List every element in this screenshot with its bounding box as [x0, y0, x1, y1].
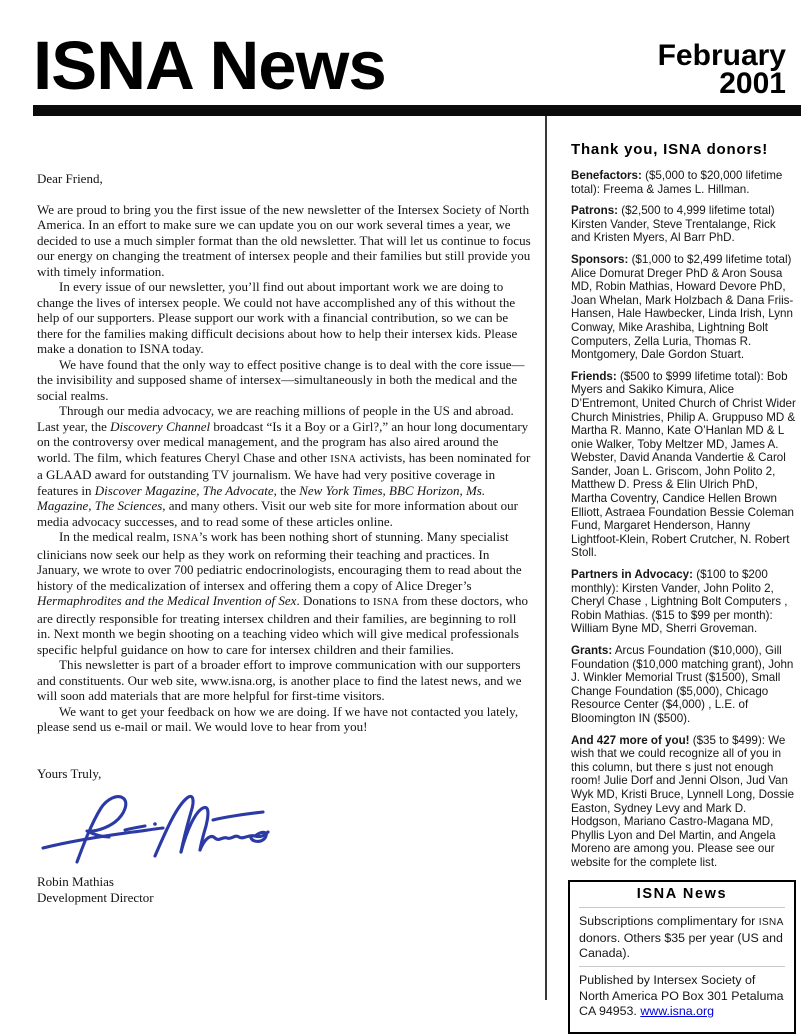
publisher-note — [579, 966, 785, 1024]
donor-section-partners-in-advocacy — [571, 568, 796, 636]
signer-role: Development Director — [37, 889, 154, 905]
donor-section-grants — [571, 644, 796, 726]
donor-tier-label: Friends: — [571, 369, 617, 383]
robin-mathias-signature-icon — [37, 790, 272, 868]
masthead-rule — [33, 105, 801, 116]
letter-paragraph: We want to get your feedback on how we are doing. If we have not contacted you lately, please send us e-mail or mail. We would love to hear from you! — [37, 703, 519, 734]
letter-closing: Yours Truly, — [37, 765, 102, 781]
donor-tier-text: ($35 to $499): We wish that we could recognize all of you in this column, but there s just not enough room! Julie Dorf and Jenni Olson, Jud Van Wyk MD, Kristi Bruce, Lynnell Long, Dossie Easton, Sydney Levy and Mark D. Hodgson, Mariano Castro-Magana MD, Phyllis Lyon and Del Martin, and Angela Moreno are among you. Please see our website for the complete list. — [571, 733, 795, 869]
donor-section-and-427-more — [571, 734, 796, 870]
column-divider — [545, 116, 547, 1000]
info-box-title: ISNA News — [579, 888, 785, 909]
masthead-title: ISNA News — [33, 27, 386, 104]
letter-paragraph: In the medical realm, ISNA’s work has been nothing short of stunning. Many specialist clinicians now seek our help as they work on reforming their teaching and practices. In January, we wrote to over 700 pediatric endocrinologists, encouraging them to read about the history of the medicalization of intersex and offering them a copy of Alice Dreger’s Hermaphrodites and the Medical Invention of Sex. Donations to ISNA from these doctors, who are directly responsible for treating intersex children and their families, are beginning to roll in. Next month we begin shooting on a teaching video which will give medical professionals specific helpful guidance on how to care for intersex children and their families. — [37, 529, 528, 657]
issue-year: 2001 — [719, 67, 786, 100]
signer-name: Robin Mathias — [37, 874, 114, 889]
donor-section-patrons — [571, 204, 796, 245]
donor-tier-label: Benefactors: — [571, 169, 642, 182]
newsletter-info-box — [568, 880, 796, 1034]
donor-section-sponsors — [571, 253, 796, 362]
donor-tier-text: ($500 to $999 lifetime total): Bob Myers and Sakiko Kimura, Alice D’Entremont, United Church of Christ Wider Church Ministries, Philip A. Gruppuso MD & Martha R. Manno, Kate O’Hanlan MD & L onie Walker, Toby Meltzer MD, James A. Webster, David Ananda Vandertie & Carol Sander, Joan L. Griscom, John Polito 2, Matthew D. Press & Elin Ulrich PhD, Martha Coventry, Candice Hellen Brown Elliott, Astraea Foundation Bessie Coleman Fund, Margaret Henderson, Hanny Lightfoot-Klein, Robert Crutcher, N. Robert Stoll. — [571, 369, 796, 560]
publisher-text: Published by Intersex Society of North America PO Box 301 Petaluma CA 94953. — [579, 973, 784, 1019]
issue-date — [657, 39, 786, 100]
letter-paragraph: We have found that the only way to effect positive change is to deal with the core issue—the invisibility and supposed shame of intersex—simultaneously in both the medical and the social realms. — [37, 356, 525, 403]
isna-website-link[interactable]: www.isna.org — [640, 1004, 714, 1019]
donor-tier-text: ($2,500 to 4,999 lifetime total) Kirsten Vander, Steve Trentalange, Rick and Kristen Myers, Al Barr PhD. — [571, 204, 776, 245]
donor-tier-text: ($5,000 to $20,000 lifetime total): Freema & James L. Hillman. — [571, 169, 783, 196]
donor-tier-label: Grants: — [571, 644, 613, 657]
donor-tier-label: And 427 more of you! — [571, 733, 690, 747]
letter-column — [37, 171, 531, 905]
donor-tier-text: ($1,000 to $2,499 lifetime total) Alice Domurat Dreger PhD & Aron Sousa MD, Robin Mathias, Howard Devore PhD, Joan Whelan, Mark Holzbach & Dana Friis-Hansen, Hale Hawbecker, Linda Irish, Lynn Conway, Mike Arashiba, Lightning Bolt Computers, Zella Luria, Thomas R. Montgomery, Dale Gordon Stuart. — [571, 252, 794, 362]
donor-tier-label: Sponsors: — [571, 252, 629, 266]
letter-paragraph: In every issue of our newsletter, you’ll find out about important work we are doing to change the lives of intersex people. We could not have accomplished any of this without the help of our supporters. Please support our work with a financial contribution, so we can be there for the families making difficult decisions about how to help their intersex kids. Please make a donation to ISNA today. — [37, 279, 518, 356]
signature-block — [37, 790, 531, 872]
letter-paragraph: We are proud to bring you the first issue of the new newsletter of the Intersex Society of North America. In an effort to make sure we can update you on our work several times a year, we decided to use a much simpler format than the old newsletter. That will let us continue to focus our energy on changing the treatment of intersex people and their families but still provide you with timely information. — [37, 201, 531, 279]
letter-paragraph: Through our media advocacy, we are reaching millions of people in the US and abroad. Last year, the Discovery Channel broadcast “Is it a Boy or a Girl?,” an hour long documentary on the controversy over medical management, and the program has also aired around the world. The film, which features Cheryl Chase and other ISNA activists, has been nominated for a GLAAD award for outstanding TV journalism. We have had very positive coverage in features in Discover Magazine, The Advocate, the New York Times, BBC Horizon, Ms. Magazine, The Sciences, and many others. Visit our web site for more information about our media advocacy successes, and to read some of these articles online. — [37, 403, 531, 529]
donor-section-friends — [571, 370, 796, 560]
donor-tier-label: Patrons: — [571, 204, 619, 218]
subscription-note: Subscriptions complimentary for ISNA donors. Others $35 per year (US and Canada). — [579, 914, 784, 960]
donor-tier-text: ($100 to $200 monthly): Kirsten Vander, John Polito 2, Cheryl Chase , Lightning Bolt Computers , Robin Mathias. ($15 to $99 per month): William Byne MD, Sherri Groveman. — [571, 568, 788, 636]
letter-paragraph: This newsletter is part of a broader effort to improve communication with our supporters and constituents. Our web site, www.isna.org, is another place to find the latest news, and we will soon add materials that are more helpful for first-time visitors. — [37, 657, 522, 703]
donor-tier-label: Partners in Advocacy: — [571, 568, 693, 582]
donor-section-benefactors — [571, 169, 796, 196]
donors-sidebar — [571, 141, 796, 1034]
donor-tier-text: Arcus Foundation ($10,000), Gill Foundation ($10,000 matching grant), John J. Winkler Memorial Trust ($1500), Small Change Foundation ($5,000), Chicago Resource Center ($4,000) , L.E. of Bloomington IN ($500). — [571, 644, 794, 725]
letter-salutation: Dear Friend, — [37, 171, 103, 186]
issue-month: February — [657, 39, 786, 72]
donors-heading: Thank you, ISNA donors! — [571, 141, 769, 158]
